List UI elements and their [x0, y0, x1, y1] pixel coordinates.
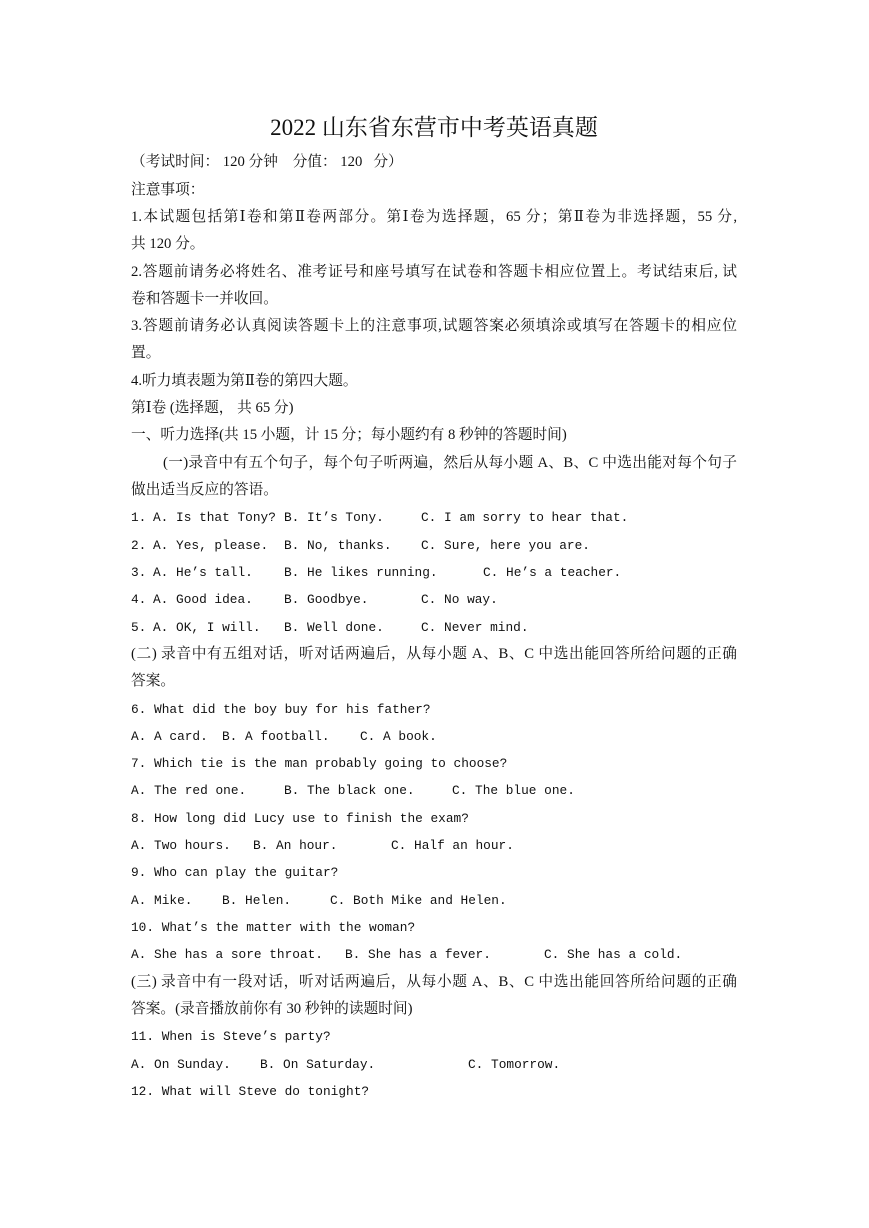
option-a: A. OK, I will.: [153, 619, 261, 635]
option-b: B. It’s Tony.: [284, 510, 384, 526]
option-a: A. Yes, please.: [153, 537, 269, 553]
option-c: C. Both Mike and Helen.: [330, 892, 507, 908]
instruction-line: (二) 录音中有五组对话，听对话两遍后，从每小题 A、B、C 中选出能回答所给问题的正确: [131, 645, 737, 662]
listening-subsection-3: [131, 969, 737, 1106]
option-c: C. No way.: [421, 592, 498, 608]
note-item-2: [131, 259, 737, 314]
option-c: C. Never mind.: [421, 619, 529, 635]
note-item-1: [131, 204, 737, 259]
note-line: 置。: [131, 345, 161, 362]
option-b: B. The black one.: [284, 783, 415, 799]
option-c: C. I am sorry to hear that.: [421, 510, 629, 526]
listening-subsection-1: [131, 450, 737, 641]
option-b: B. Helen.: [222, 892, 292, 908]
note-line: 1.本试题包括第Ⅰ卷和第Ⅱ卷两部分。第Ⅰ卷为选择题，65 分；第Ⅱ卷为非选择题，55 分,: [131, 208, 737, 225]
instruction-line: (三) 录音中有一段对话，听对话两遍后，从每小题 A、B、C 中选出能回答所给问题的正确: [131, 973, 737, 990]
question-options: [131, 941, 737, 968]
option-b: B. An hour.: [253, 838, 338, 854]
question-options: [131, 887, 737, 914]
option-a: A. Mike.: [131, 892, 193, 908]
question-3: [131, 559, 737, 586]
question-4: [131, 586, 737, 613]
question-stem: 7. Which tie is the man probably going to choose?: [131, 756, 508, 772]
question-number: 1.: [131, 510, 147, 526]
question-2: [131, 532, 737, 559]
option-b: B. Well done.: [284, 619, 384, 635]
option-b: B. On Saturday.: [260, 1056, 376, 1072]
part-heading: 第Ⅰ卷 (选择题， 共 65 分): [131, 400, 294, 417]
option-a: A. Two hours.: [131, 838, 231, 854]
question-number: 2.: [131, 537, 147, 553]
note-line: 2.答题前请务必将姓名、准考证号和座号填写在试卷和答题卡相应位置上。考试结束后, 试: [131, 263, 737, 280]
question-options: [131, 723, 737, 750]
question-stem: 8. How long did Lucy use to finish the exam?: [131, 810, 469, 826]
option-c: C. She has a cold.: [544, 947, 683, 963]
page-title: 2022 山东省东营市中考英语真题: [270, 115, 598, 140]
option-b: B. Goodbye.: [284, 592, 369, 608]
question-stem: 6. What did the boy buy for his father?: [131, 701, 431, 717]
option-c: C. Sure, here you are.: [421, 537, 590, 553]
exam-info: （考试时间： 120 分钟 分值： 120 分）: [131, 154, 403, 171]
section-heading: 一、听力选择(共 15 小题，计 15 分；每小题约有 8 秒钟的答题时间): [131, 427, 567, 444]
question-number: 3.: [131, 564, 147, 580]
note-line: 3.答题前请务必认真阅读答题卡上的注意事项,试题答案必须填涂或填写在答题卡的相应位: [131, 318, 737, 335]
option-c: C. Half an hour.: [391, 838, 514, 854]
option-c: C. The blue one.: [452, 783, 575, 799]
note-line: 卷和答题卡一并收回。: [131, 290, 278, 307]
question-1: [131, 504, 737, 531]
instruction-line: 答案。: [131, 673, 176, 690]
option-b: B. She has a fever.: [345, 947, 491, 963]
option-a: A. On Sunday.: [131, 1056, 231, 1072]
note-item-4: [131, 368, 737, 395]
question-number: 4.: [131, 592, 147, 608]
instruction-line: 做出适当反应的答语。: [131, 482, 278, 499]
note-line: 共 120 分。: [131, 236, 205, 253]
option-a: A. Is that Tony?: [153, 510, 276, 526]
option-c: C. He’s a teacher.: [483, 564, 622, 580]
note-item-3: [131, 313, 737, 368]
listening-subsection-2: [131, 641, 737, 969]
option-b: B. No, thanks.: [284, 537, 392, 553]
notes-heading: 注意事项：: [131, 181, 205, 198]
option-c: C. A book.: [360, 728, 437, 744]
question-options: [131, 1051, 737, 1078]
question-stem: 12. What will Steve do tonight?: [131, 1083, 370, 1099]
instruction-line: (一)录音中有五个句子，每个句子听两遍，然后从每小题 A、B、C 中选出能对每个句子: [163, 454, 737, 471]
option-a: A. Good idea.: [153, 592, 253, 608]
question-stem: 9. Who can play the guitar?: [131, 865, 339, 881]
question-5: [131, 614, 737, 641]
option-a: A. The red one.: [131, 783, 247, 799]
question-options: [131, 832, 737, 859]
exam-page: [131, 113, 737, 1105]
question-options: [131, 777, 737, 804]
question-number: 5.: [131, 619, 147, 635]
instruction-line: 答案。(录音播放前你有 30 秒钟的读题时间): [131, 1000, 413, 1017]
option-b: B. A football.: [222, 728, 330, 744]
option-b: B. He likes running.: [284, 564, 438, 580]
note-line: 4.听力填表题为第Ⅱ卷的第四大题。: [131, 372, 358, 389]
option-a: A. She has a sore throat.: [131, 947, 323, 963]
question-stem: 10. What’s the matter with the woman?: [131, 920, 416, 936]
question-stem: 11. When is Steve’s party?: [131, 1029, 331, 1045]
option-c: C. Tomorrow.: [468, 1056, 561, 1072]
option-a: A. A card.: [131, 728, 208, 744]
option-a: A. He’s tall.: [153, 564, 253, 580]
